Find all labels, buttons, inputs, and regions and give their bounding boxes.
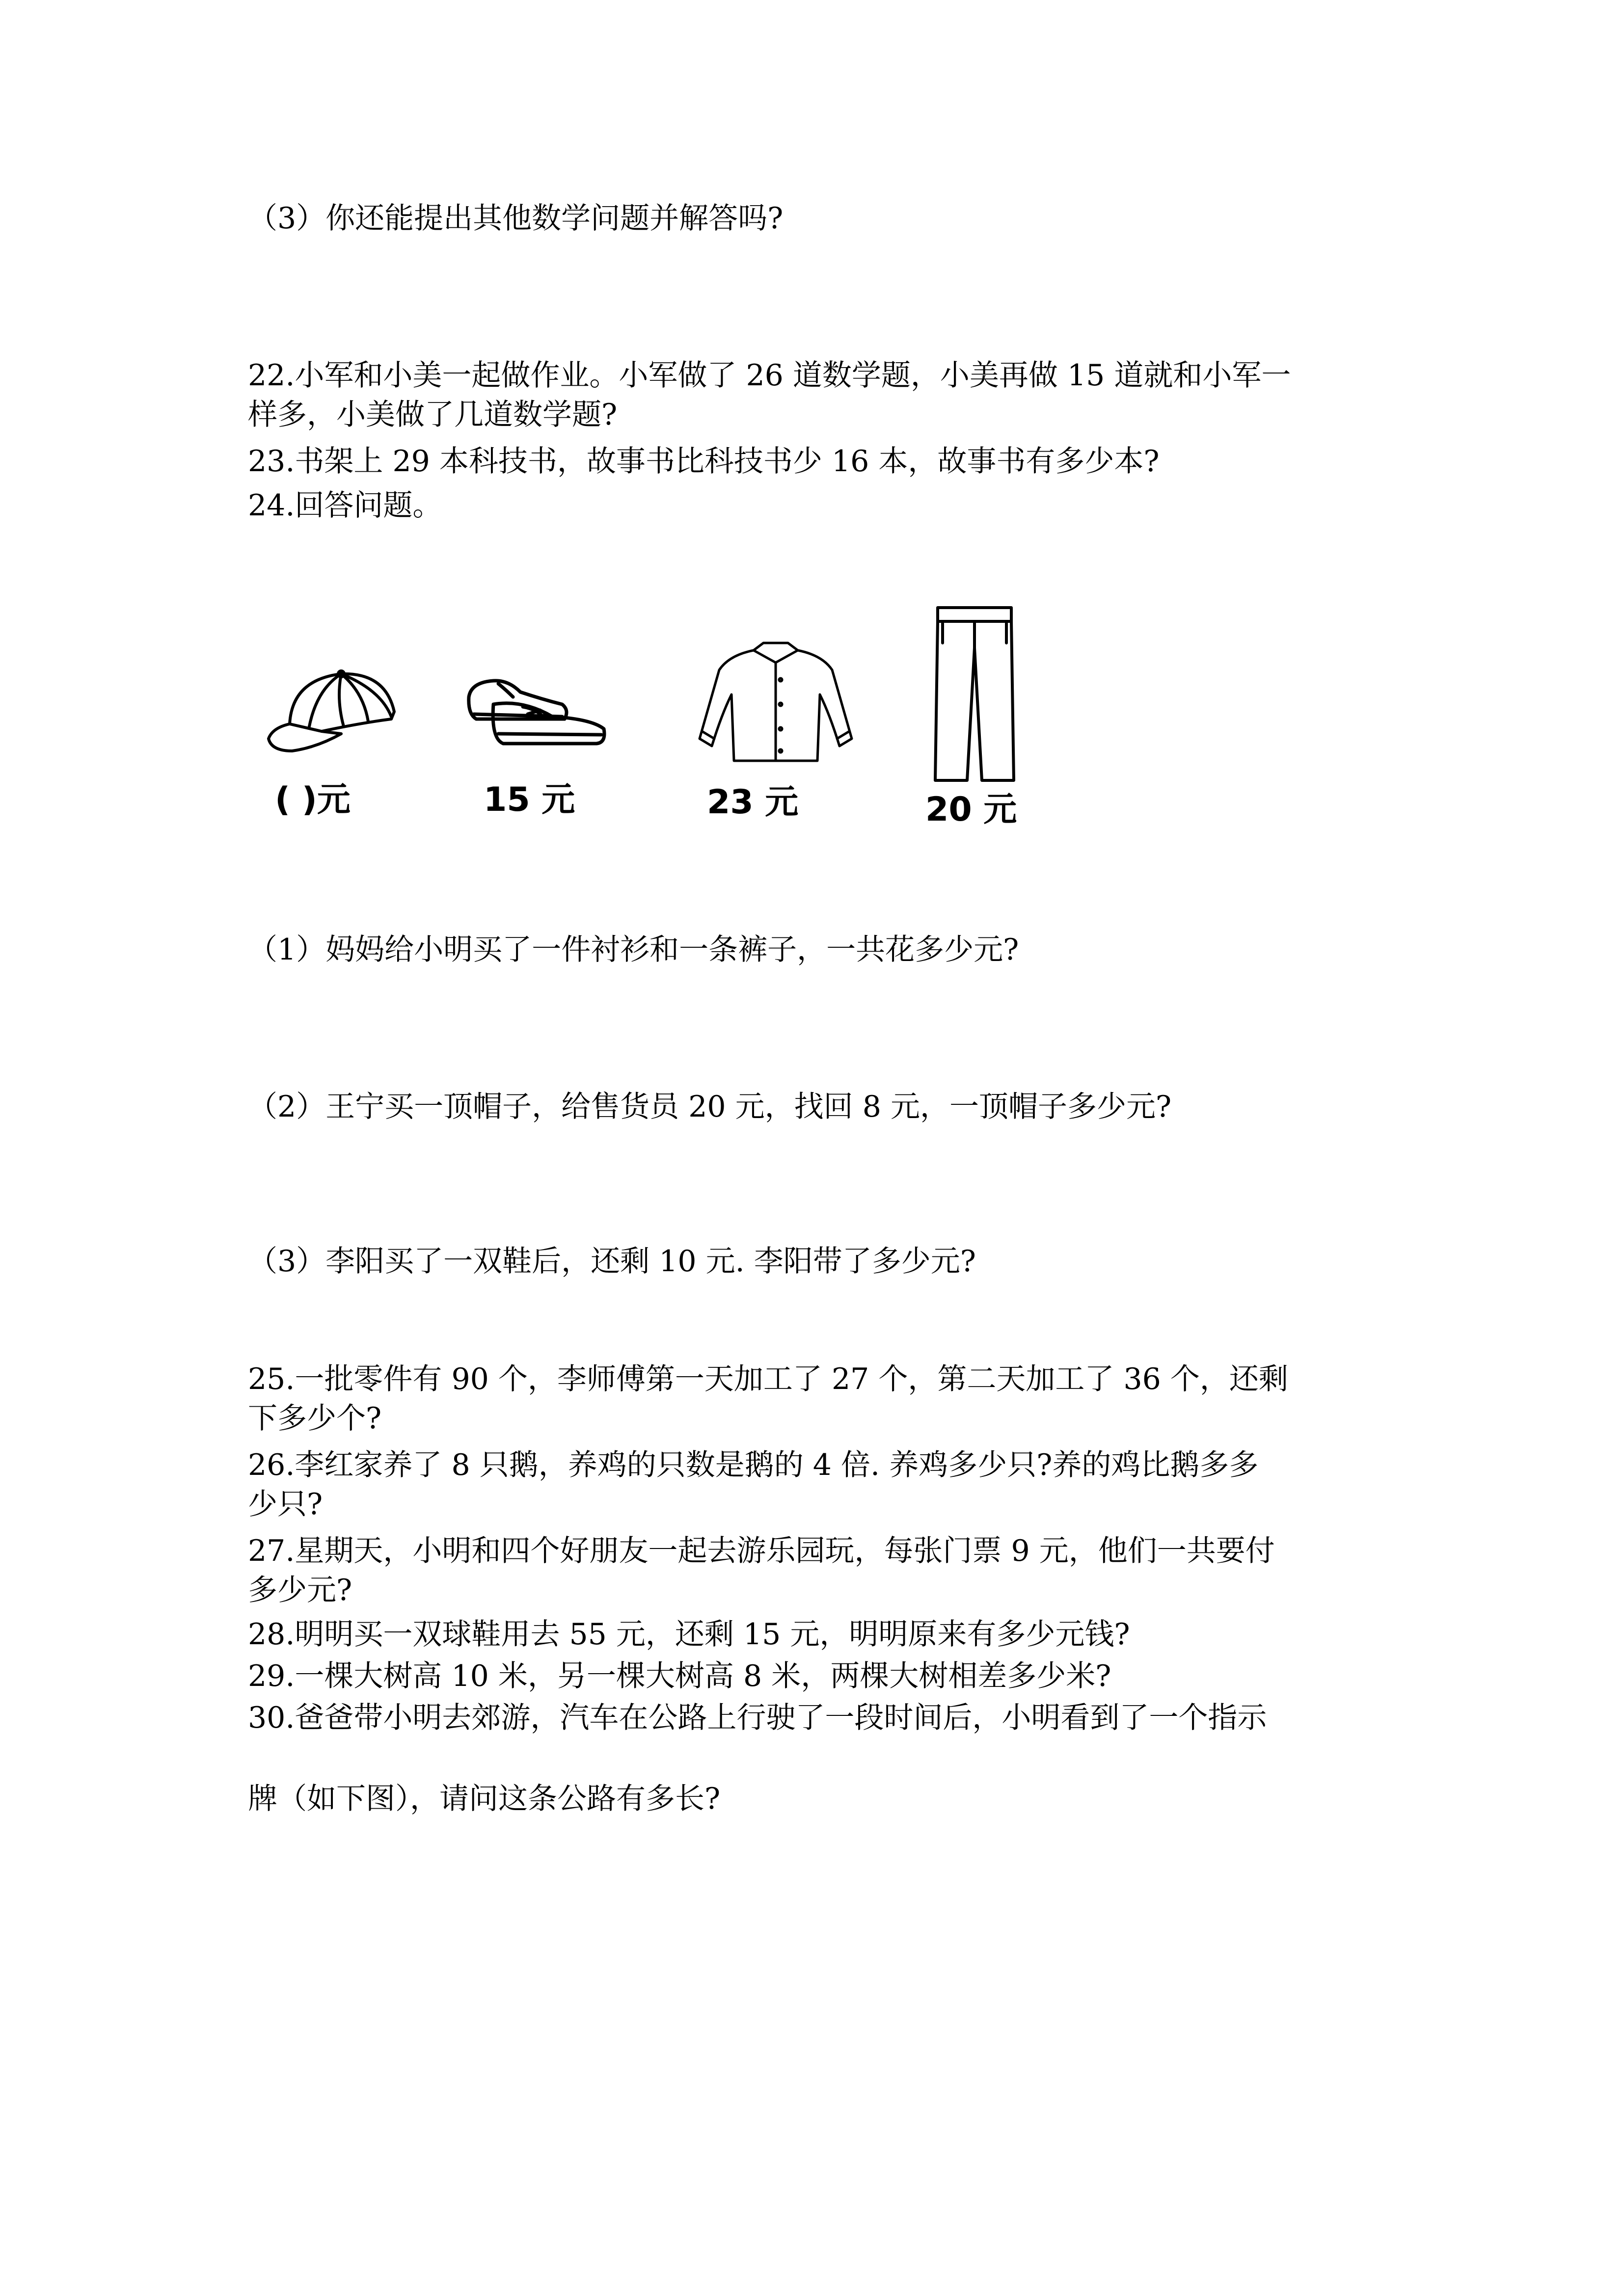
question-24-part-2: （2）王宁买一顶帽子，给售货员 20 元，找回 8 元，一顶帽子多少元? — [248, 1090, 1172, 1124]
question-25-line-2: 下多少个? — [248, 1401, 382, 1436]
question-26-line-1: 26.李红家养了 8 只鹅，养鸡的只数是鹅的 4 倍. 养鸡多少只?养的鸡比鹅多多 — [248, 1448, 1259, 1482]
question-21-part-3: （3）你还能提出其他数学问题并解答吗? — [248, 201, 784, 236]
question-27-line-2: 多少元? — [248, 1573, 352, 1607]
question-24-part-3: （3）李阳买了一双鞋后，还剩 10 元. 李阳带了多少元? — [248, 1244, 976, 1279]
pants-item — [925, 604, 1021, 829]
shoes-price: 15 元 — [484, 780, 575, 819]
shirt-item — [690, 636, 862, 822]
cap-price: ( )元 — [275, 780, 351, 819]
question-28: 28.明明买一双球鞋用去 55 元，还剩 15 元，明明原来有多少元钱? — [248, 1617, 1130, 1652]
question-23: 23.书架上 29 本科技书，故事书比科技书少 16 本，故事书有多少本? — [248, 444, 1160, 479]
question-27-line-1: 27.星期天，小明和四个好朋友一起去游乐园玩，每张门票 9 元，他们一共要付 — [248, 1534, 1275, 1568]
cap-item — [263, 665, 400, 819]
shirt-price: 23 元 — [707, 783, 799, 822]
shirt-icon — [690, 636, 862, 768]
question-25-line-1: 25.一批零件有 90 个，李师傅第一天加工了 27 个，第二天加工了 36 个，还剩 — [248, 1362, 1288, 1396]
shoes-item — [464, 670, 606, 819]
pants-price: 20 元 — [925, 790, 1017, 829]
question-24: 24.回答问题。 — [248, 488, 442, 523]
question-26-line-2: 少只? — [248, 1487, 323, 1522]
shoes-icon — [464, 670, 606, 748]
question-30-line-2: 牌（如下图），请问这条公路有多长? — [248, 1782, 721, 1816]
question-22-line-1: 22.小军和小美一起做作业。小军做了 26 道数学题，小美再做 15 道就和小军一 — [248, 358, 1291, 393]
question-29: 29.一棵大树高 10 米，另一棵大树高 8 米，两棵大树相差多少米? — [248, 1659, 1111, 1693]
question-22-line-2: 样多，小美做了几道数学题? — [248, 398, 618, 432]
pants-icon — [928, 604, 1021, 785]
question-30-line-1: 30.爸爸带小明去郊游，汽车在公路上行驶了一段时间后，小明看到了一个指示 — [248, 1701, 1267, 1735]
question-24-part-1: （1）妈妈给小明买了一件衬衫和一条裤子，一共花多少元? — [248, 933, 1019, 967]
cap-icon — [263, 665, 400, 763]
